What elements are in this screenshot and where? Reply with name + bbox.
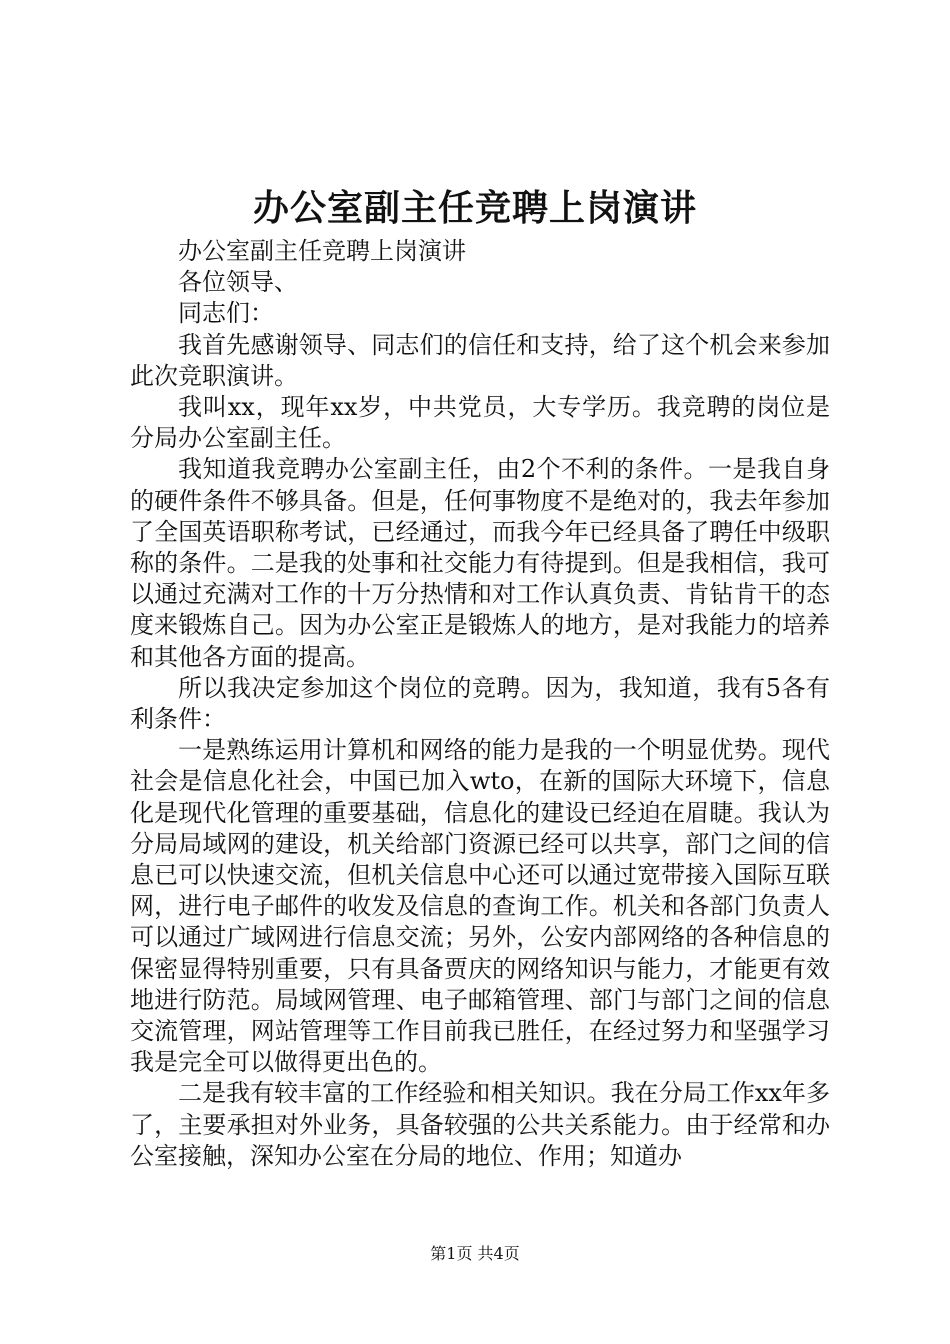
paragraph-advantage-one: 一是熟练运用计算机和网络的能力是我的一个明显优势。现代社会是信息化社会，中国已加入wto，在新的国际大环境下，信息化是现代化管理的重要基础，信息化的建设已经迫在眉睫。我认为分局局域网的建设，机关给部门资源已经可以共享，部门之间的信息已可以快速交流，但机关信息中心还可以通过宽带接入国际互联网，进行电子邮件的收发及信息的查询工作。机关和各部门负责人可以通过广域网进行信息交流；另外，公安内部网络的各种信息的保密显得特别重要，只有具备贾庆的网络知识与能力，才能更有效地进行防范。局域网管理、电子邮箱管理、部门与部门之间的信息交流管理，网站管理等工作目前我已胜任，在经过努力和坚强学习我是完全可以做得更出色的。 — [130, 736, 830, 1077]
paragraph-advantage-two: 二是我有较丰富的工作经验和相关知识。我在分局工作xx年多了，主要承担对外业务，具备较强的公共关系能力。由于经常和办公室接触，深知办公室在分局的地位、作用；知道办 — [130, 1079, 830, 1170]
paragraph-thanks: 我首先感谢领导、同志们的信任和支持，给了这个机会来参加此次竞职演讲。 — [130, 330, 830, 390]
paragraph-decision: 所以我决定参加这个岗位的竞聘。因为，我知道，我有5各有利条件： — [130, 673, 830, 734]
paragraph-salutation-leaders: 各位领导、 — [178, 268, 298, 297]
document-title: 办公室副主任竞聘上岗演讲 — [252, 187, 697, 229]
paragraph-heading-repeat: 办公室副主任竞聘上岗演讲 — [178, 237, 466, 265]
paragraph-salutation-comrades: 同志们： — [178, 299, 274, 328]
paragraph-self-intro: 我叫xx，现年xx岁，中共党员，大专学历。我竞聘的岗位是分局办公室副主任。 — [130, 393, 830, 453]
page-number-footer: 第1页 共4页 — [430, 1244, 520, 1263]
paragraph-disadvantages: 我知道我竞聘办公室副主任，由2个不利的条件。一是我自身的硬件条件不够具备。但是，任何事物度不是绝对的，我去年参加了全国英语职称考试，已经通过，而我今年已经具备了聘任中级职称的条件。二是我的处事和社交能力有待提到。但是我相信，我可以通过充满对工作的十万分热情和对工作认真负责、肯钻肯干的态度来锻炼自己。因为办公室正是锻炼人的地方，是对我能力的培养和其他各方面的提高。 — [130, 455, 830, 671]
document-body — [130, 236, 830, 1172]
